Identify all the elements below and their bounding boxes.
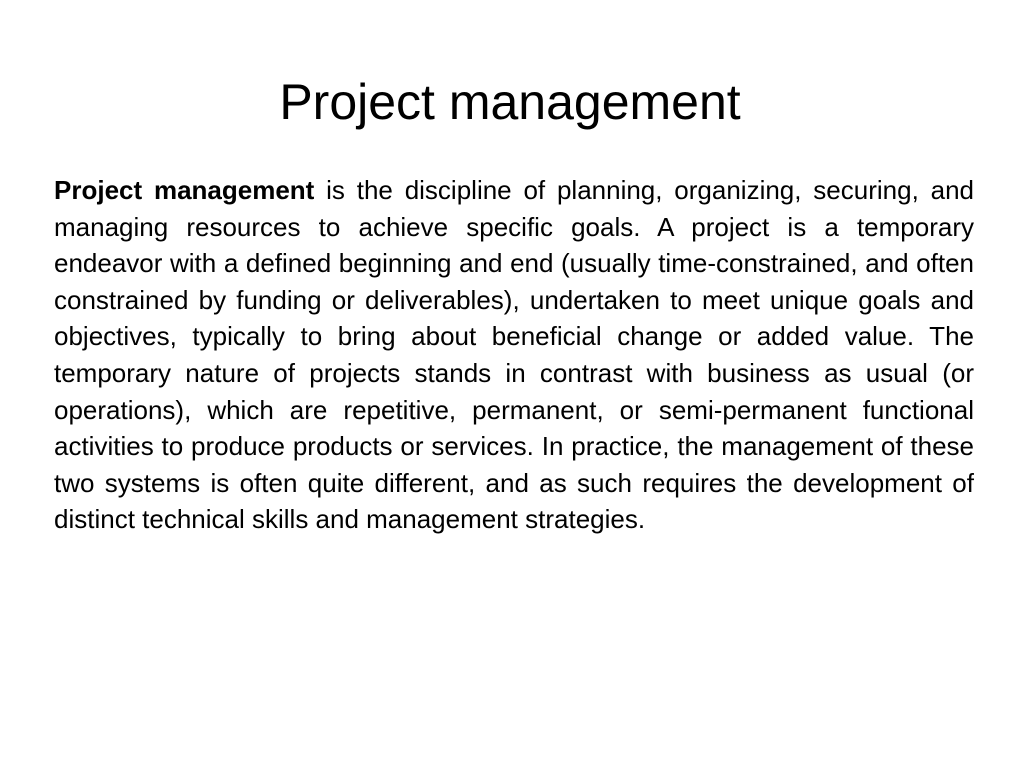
body-text: is the discipline of planning, organizing, securing, and managing resources to achieve specific goals. A project is a temporary endeavor with a defined beginning and end (usually time-constrained, and often constrained by funding or deliverables), undertaken to meet unique goals and objectives, typically to bring about beneficial change or added value. The temporary nature of projects stands in contrast with business as usual (or operations), which are repetitive, permanent, or semi-permanent functional activities to produce products or services. In practice, the management of these two systems is often quite different, and as such requires the development of distinct technical skills and management strategies. (54, 175, 974, 535)
slide-title: Project management (279, 74, 741, 130)
slide-body-paragraph (54, 172, 974, 538)
lead-term: Project management (54, 175, 315, 205)
